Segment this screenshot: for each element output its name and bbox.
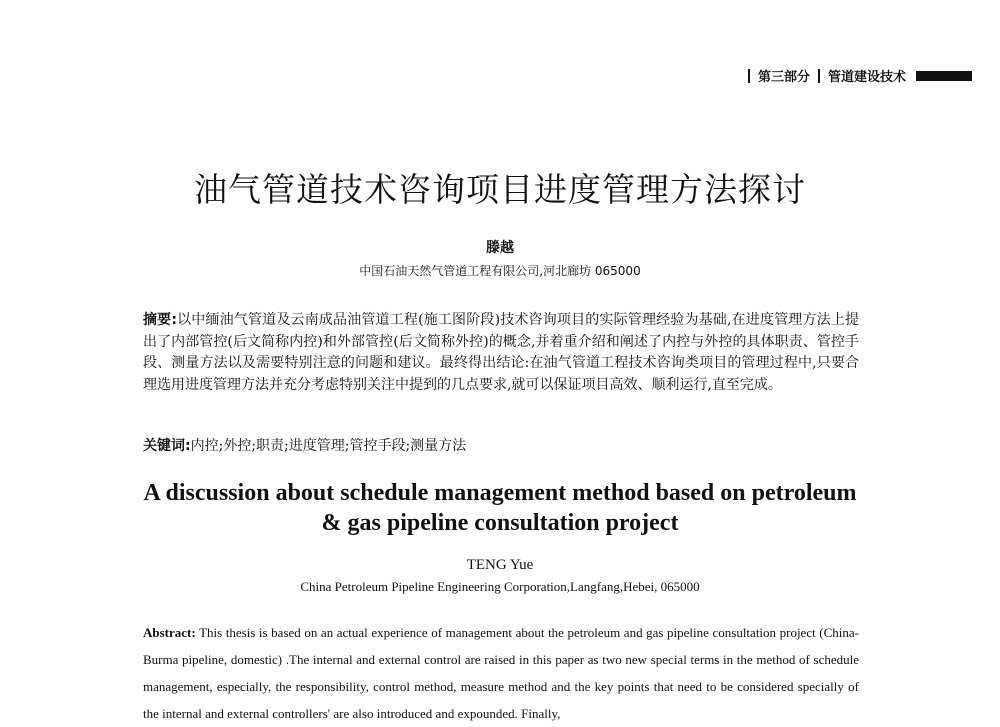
title-en-line1: A discussion about schedule management method based on petroleum — [143, 480, 857, 506]
header-decorative-bar — [916, 71, 972, 81]
running-header — [748, 66, 972, 85]
author-en: TENG Yue — [466, 557, 534, 573]
header-divider — [748, 69, 750, 83]
title-en-line2: & gas pipeline consultation project — [321, 510, 679, 536]
abstract-label-cn: 摘要: — [143, 312, 177, 328]
keywords-text-cn: 内控;外控;职责;进度管理;管控手段;测量方法 — [190, 438, 467, 454]
keywords-label-cn: 关键词: — [143, 438, 191, 454]
paper-title-cn: 油气管道技术咨询项目进度管理方法探讨 — [194, 170, 806, 209]
header-part-label: 第三部分 — [757, 70, 810, 85]
header-section-label: 管道建设技术 — [827, 70, 906, 85]
paper-title-en — [0, 478, 1000, 538]
header-divider — [818, 69, 820, 83]
keywords-cn — [143, 436, 859, 457]
abstract-en — [143, 619, 859, 727]
abstract-text-cn: 以中缅油气管道及云南成品油管道工程(施工图阶段)技术咨询项目的实际管理经验为基础,在进度管理方法上提出了内部管控(后文简称内控)和外部管控(后文简称外控)的概念,并着重介绍和阐述了内控与外控的具体职责、管控手段、测量方法以及需要特别注意的问题和建议。最终得出结论:在油气管道工程技术咨询类项目的管理过程中,只要合理选用进度管理方法并充分考虑特别关注中提到的几点要求,就可以保证项目高效、顺利运行,直至完成。 — [143, 312, 859, 393]
affiliation-en: China Petroleum Pipeline Engineering Corporation,Langfang,Hebei, 065000 — [300, 579, 700, 594]
abstract-label-en: Abstract: — [143, 625, 196, 640]
affiliation-cn: 中国石油天然气管道工程有限公司,河北廊坊 065000 — [359, 264, 641, 278]
author-cn: 滕越 — [486, 240, 514, 256]
abstract-cn — [143, 310, 859, 396]
abstract-text-en: This thesis is based on an actual experience of management about the petroleum and gas pipeline consultation project (China-Burma pipeline, domestic) .The internal and external control are raised in this paper as two new special terms in the method of schedule management, especially, the responsibility, control method, measure method and the key points that need to be considered specially of the internal and external controllers' are also introduced and expounded. Finally, — [143, 625, 859, 721]
